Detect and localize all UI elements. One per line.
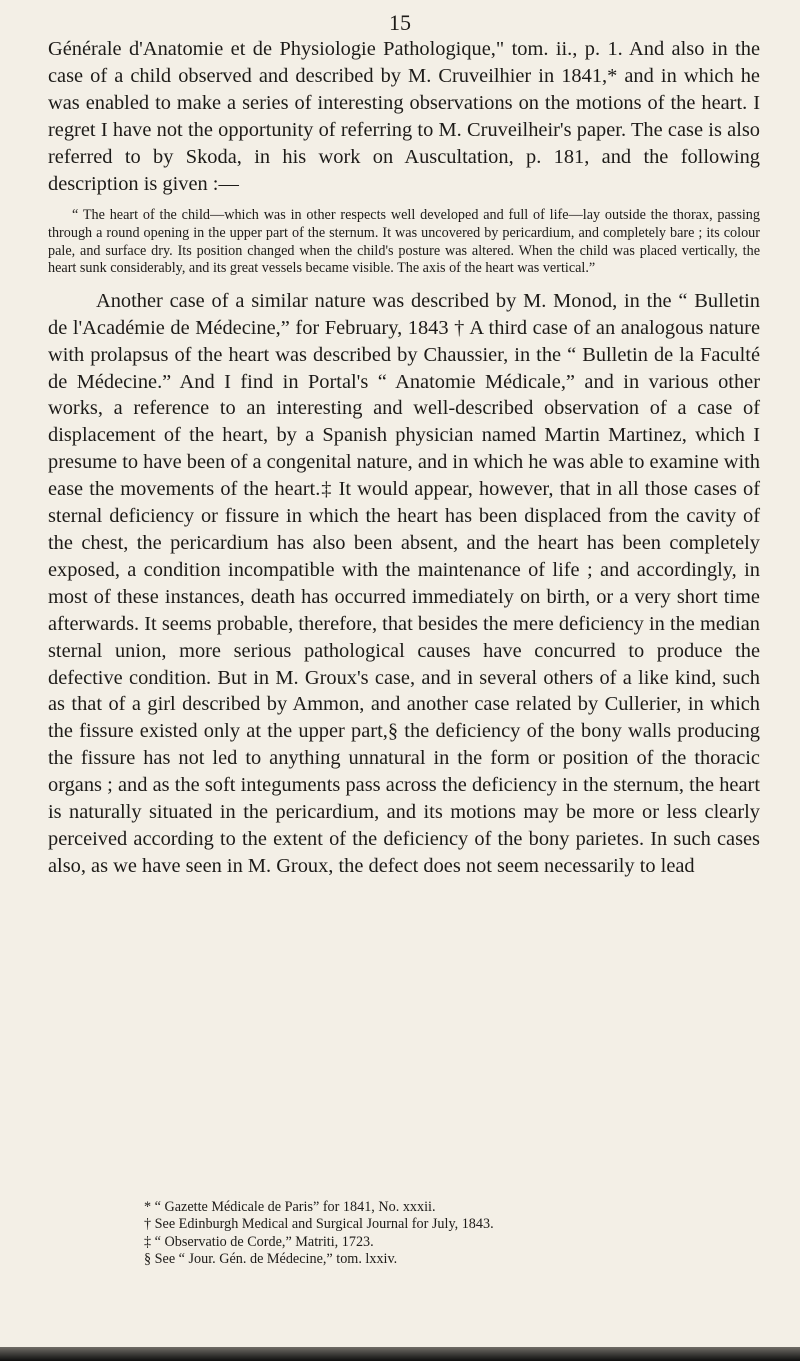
paragraph-continued: Générale d'Anatomie et de Physiologie Pathologique," tom. ii., p. 1. And also in the case of a child observed and described by M. Cruveilhier in 1841,* and in which he was enabled to make a series of interesting observations on the motions of the heart. I regret I have not the opportunity of referring to M. Cruveilheir's paper. The case is also referred to by Skoda, in his work on Auscultation, p. 181, and the following description is given :— (48, 38, 760, 195)
footnote: * “ Gazette Médicale de Paris” for 1841, No. xxxii. (144, 1199, 436, 1215)
page-bottom-edge (0, 1347, 800, 1361)
paragraph-main: Another case of a similar nature was described by M. Monod, in the “ Bulletin de l'Académie de Médecine,” for February, 1843 † A third case of an analogous nature with prolapsus of the heart was described by Chaussier, in the “ Bulletin de la Faculté de Médecine.” And I find in Portal's “ Anatomie Médicale,” and in various other works, a reference to an interesting and well-described observation of a case of displacement of the heart, by a Spanish physician named Martin Martinez, which I presume to have been of a congenital nature, and in which he was able to examine with ease the movements of the heart.‡ It would appear, however, that in all those cases of sternal deficiency or fissure in which the heart has been displaced from the cavity of the chest, the pericardium has also been absent, and the heart has been completely exposed, a condition incompatible with the maintenance of life ; and accordingly, in most of these instances, death has occurred immediately on birth, or a very short time afterwards. It seems probable, therefore, that besides the mere deficiency in the median sternal union, more serious pathological causes have concurred to produce the defective condition. But in M. Groux's case, and in several others of a like kind, such as that of a girl described by Ammon, and another case related by Cullerier, in which the fissure existed only at the upper part,§ the deficiency of the bony walls producing the fissure has not led to anything unnatural in the form or position of the thoracic organs ; and as the soft integuments pass across the deficiency in the sternum, the heart is naturally situated in the pericardium, and its motions may be more or less clearly perceived according to the extent of the deficiency of the bony parietes. In such cases also, as we have seen in M. Groux, the defect does not seem necessarily to lead (48, 289, 760, 877)
footnote: † See Edinburgh Medical and Surgical Journal for July, 1843. (144, 1216, 494, 1233)
footnote: § See “ Jour. Gén. de Médecine,” tom. lxxiv. (144, 1251, 398, 1268)
page-number: 15 (389, 10, 411, 35)
block-quote: “ The heart of the child—which was in other respects well developed and full of life—lay outside the thorax, passing through a round opening in the upper part of the sternum. It was uncovered by pericardium, and completely bare ; its colour pale, and surface dry. Its position changed when the child's posture was altered. When the child was placed vertically, the heart sunk considerably, and its great vessels became visible. The axis of the heart was vertical.” (48, 207, 760, 277)
footnote: ‡ “ Observatio de Corde,” Matriti, 1723. (144, 1233, 374, 1250)
body-text (48, 36, 760, 880)
footnotes (48, 1199, 760, 1269)
